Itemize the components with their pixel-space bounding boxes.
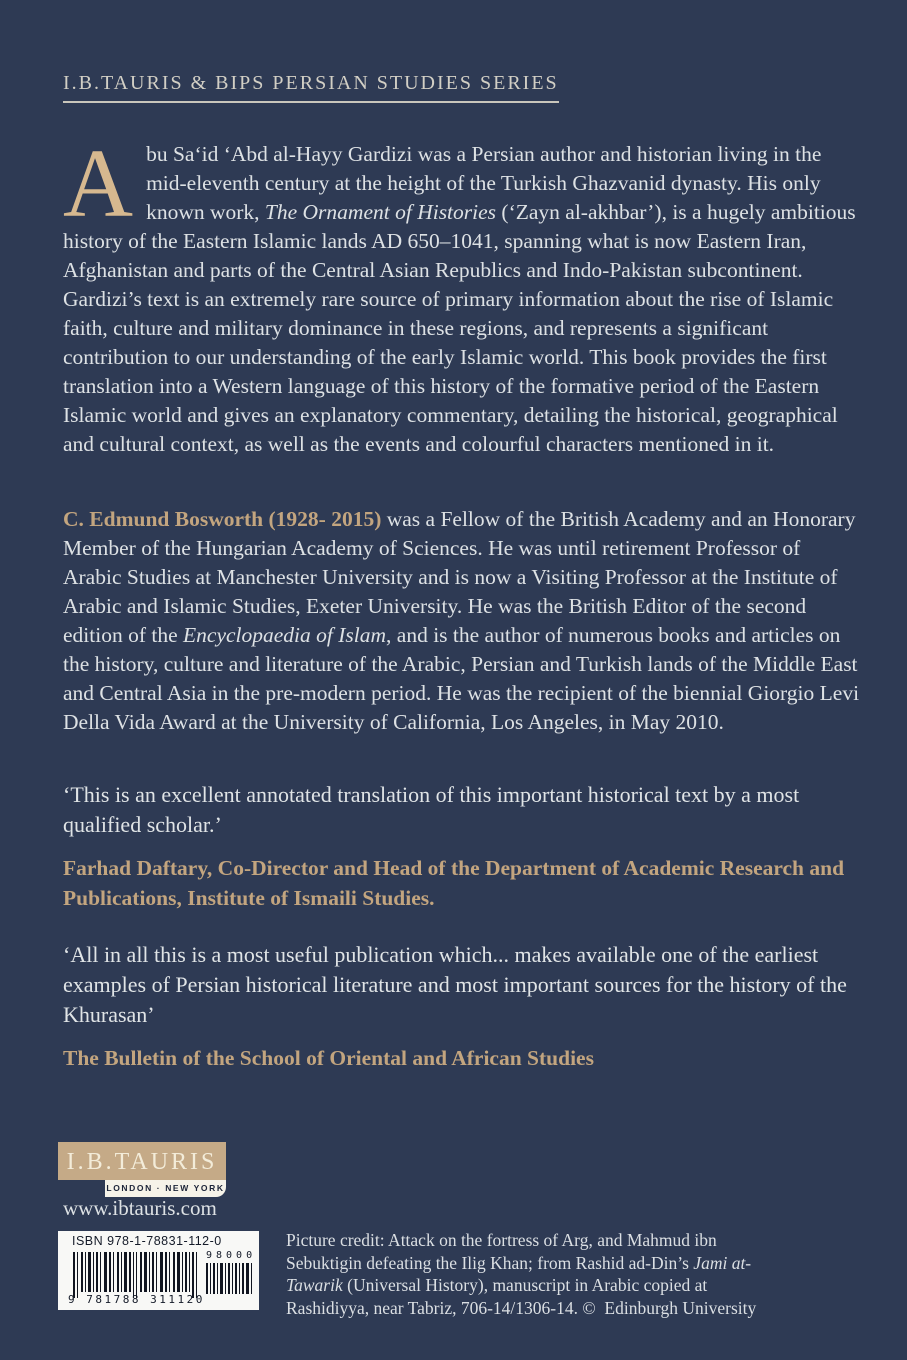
- review-quote-2-attribution: The Bulletin of the School of Oriental and African Studies: [63, 1046, 594, 1070]
- series-header: [63, 72, 559, 103]
- series-header-label: I.B.TAURIS & BIPS PERSIAN STUDIES SERIES: [63, 72, 559, 103]
- isbn-label: ISBN 978-1-78831-112-0: [72, 1234, 222, 1248]
- publisher-logo-cities: LONDON · NEW YORK: [105, 1180, 226, 1197]
- review-quote-2: [63, 940, 848, 1073]
- review-quote-1-text: ‘This is an excellent annotated translation of this important historical text by a most qualified scholar.’: [63, 782, 800, 837]
- description-text-rest: (‘Zayn al-akhbar’), is a hugely ambitious history of the Eastern Islamic lands AD 650–1041, spanning what is now Eastern Iran, Afghanistan and parts of the Central Asian Republics and Indo-Pakistan subcontinent. Gardizi’s text is an extremely rare source of primary information about the rise of Islamic faith, culture and military dominance in these regions, and represents a significant contribution to our understanding of the early Islamic world. This book provides the first translation into a Western language of this history of the formative period of the Eastern Islamic world and gives an explanatory commentary, detailing the historical, geographical and cultural context, as well as the events and colourful characters mentioned in it.: [63, 200, 856, 456]
- picture-credit: [286, 1229, 766, 1319]
- credit-text-part1: Picture credit: Attack on the fortress of Arg, and Mahmud ibn Sebuktigin defeating the Ilig Khan; from Rashid ad-Din’s: [286, 1230, 717, 1273]
- book-description-paragraph: [63, 130, 858, 459]
- publisher-website: www.ibtauris.com: [63, 1196, 217, 1220]
- bio-text-part2: , and is the author of numerous books and articles on the history, culture and literature of the Arabic, Persian and Turkish lands of the Middle East and Central Asia in the pre-modern period. He was the recipient of the biennial Giorgio Levi Della Vida Award at the University of California, Los Angeles, in May 2010.: [63, 623, 860, 734]
- credit-text-part2: (Universal History), manuscript in Arabic copied at Rashidiyya, near Tabriz, 706-14/1306-14. © Edinburgh University: [286, 1275, 757, 1318]
- review-quote-2-text: ‘All in all this is a most useful publication which... makes available one of the earliest examples of Persian historical literature and most important sources for the history of the Khurasan’: [63, 942, 847, 1027]
- review-quote-1: [63, 780, 848, 913]
- description-work-title: The Ornament of Histories: [264, 200, 497, 224]
- publisher-logo: [58, 1142, 226, 1193]
- author-bio-paragraph: [63, 505, 863, 737]
- bio-text-part1: was a Fellow of the British Academy and an Honorary Member of the Hungarian Academy of Sciences. He was until retirement Professor of Arabic Studies at Manchester University and is now a Visiting Professor at the Institute of Arabic and Islamic Studies, Exeter University. He was the British Editor of the second edition of the: [63, 507, 856, 647]
- barcode-bars: [73, 1252, 197, 1294]
- barcode-panel: [58, 1231, 259, 1310]
- publisher-logo-name: I.B.TAURIS: [58, 1142, 226, 1180]
- bio-work-title: Encyclopaedia of Islam: [183, 623, 387, 647]
- description-text-lead: bu Sa‘id ‘Abd al-Hayy Gardizi was a Persian author and historian living in the mid-eleventh century at the height of the Turkish Ghazvanid dynasty. His only known work,: [146, 142, 822, 224]
- drop-cap: A: [63, 130, 134, 237]
- credit-work-title: Jami at-Tawarik: [286, 1252, 752, 1295]
- barcode-addon-bars: [206, 1263, 254, 1294]
- barcode-addon-digits: 98000: [206, 1250, 257, 1261]
- review-quote-1-attribution: Farhad Daftary, Co-Director and Head of the Department of Academic Research and Publications, Institute of Ismaili Studies.: [63, 856, 845, 910]
- author-name: C. Edmund Bosworth (1928- 2015): [63, 507, 382, 531]
- barcode-digits: 9 781788 311120: [68, 1293, 205, 1306]
